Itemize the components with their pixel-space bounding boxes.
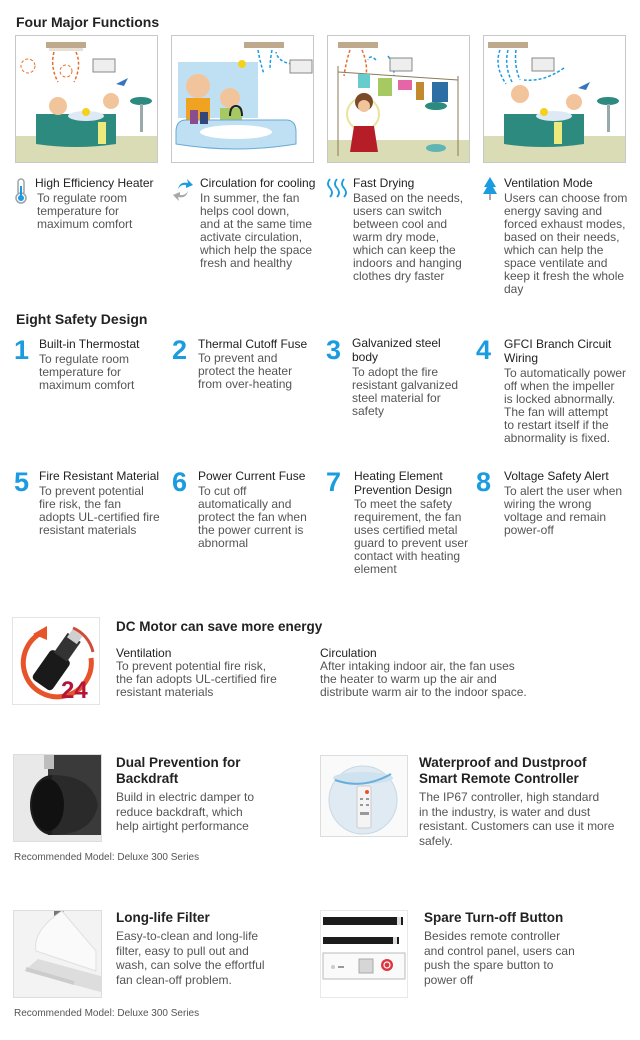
circulation-desc: After intaking indoor air, the fan uses the heater to warm up the air and distribute warm air to the indoor space. xyxy=(320,659,527,699)
24-hour-badge: 24 xyxy=(61,677,88,704)
filter-title: Long-life Filter xyxy=(116,910,210,925)
safety-desc: To alert the user when wiring the wrong voltage and remain power-off xyxy=(504,484,623,537)
filter-image xyxy=(13,910,102,998)
function-desc: In summer, the fan helps cool down, and at the same time activate circulation, which help the space fresh and healthy xyxy=(200,191,313,270)
safety-desc: To prevent and protect the heater from over-heating xyxy=(198,351,293,391)
backdraft-image xyxy=(13,754,102,842)
safety-title: Fire Resistant Material xyxy=(39,469,160,483)
safety-desc: To automatically power off when the impeller is locked abnormally. The fan will attempt to restart itself if the abnormality is fixed. xyxy=(504,366,627,445)
filter-desc: Easy-to-clean and long-life filter, easy to pull out and wash, can solve the effortful fan clean-off problem. xyxy=(116,929,265,987)
function-desc: Based on the needs, users can switch between cool and warm dry mode, which can keep the indoors and hanging clothes dry faster xyxy=(353,191,464,283)
dc-motor-image xyxy=(12,617,100,705)
function-title: High Efficiency Heater xyxy=(35,176,154,190)
safety-desc: To meet the safety requirement, the fan uses certified metal guard to prevent user contact with heating element xyxy=(354,497,469,576)
safety-title: Built-in Thermostat xyxy=(39,337,140,351)
safety-title: Heating Element Prevention Design xyxy=(354,469,453,497)
thermometer-icon xyxy=(14,178,28,209)
safety-desc: To cut off automatically and protect the fan when the power current is abnormal xyxy=(198,484,307,550)
function-title: Fast Drying xyxy=(353,176,415,190)
dc-motor-title: DC Motor can save more energy xyxy=(116,619,323,634)
safety-number: 8 xyxy=(476,467,492,497)
four-functions-title: Four Major Functions xyxy=(16,14,160,30)
function-desc: To regulate room temperature for maximum comfort xyxy=(37,191,133,231)
safety-desc: To prevent potential fire risk, the fan adopts UL-certified fire resistant materials xyxy=(39,484,160,537)
waterproof-title: Waterproof and Dustproof Smart Remote Controller xyxy=(419,755,587,786)
backdraft-title: Dual Prevention for Backdraft xyxy=(116,755,241,786)
safety-desc: To adopt the fire resistant galvanized steel material for safety xyxy=(352,365,459,418)
eight-safety-title: Eight Safety Design xyxy=(16,311,148,327)
safety-title: Thermal Cutoff Fuse xyxy=(198,337,308,351)
function-title: Circulation for cooling xyxy=(200,176,316,190)
illustration-drying xyxy=(327,35,470,163)
backdraft-desc: Build in electric damper to reduce backdraft, which help airtight performance xyxy=(116,790,255,833)
safety-number: 2 xyxy=(172,335,188,365)
safety-title: Voltage Safety Alert xyxy=(504,469,609,483)
function-desc: Users can choose from energy saving and forced exhaust modes, based on their needs, which can help the space ventilate and keep it fresh the whole day xyxy=(504,191,628,296)
spare-button-title: Spare Turn-off Button xyxy=(424,910,564,925)
circulation-title: Circulation xyxy=(320,646,377,660)
spare-button-image xyxy=(320,910,408,998)
backdraft-recommended-model: Recommended Model: Deluxe 300 Series xyxy=(14,852,200,863)
circulation-arrows-icon xyxy=(172,177,194,208)
filter-recommended-model: Recommended Model: Deluxe 300 Series xyxy=(14,1008,200,1019)
heat-waves-icon xyxy=(326,177,348,204)
safety-number: 7 xyxy=(326,467,342,497)
safety-number: 4 xyxy=(476,335,492,365)
safety-desc: To regulate room temperature for maximum comfort xyxy=(39,352,135,392)
safety-title: GFCI Branch Circuit Wiring xyxy=(504,337,612,365)
illustration-ventilation xyxy=(483,35,626,163)
safety-number: 1 xyxy=(14,335,30,365)
function-title: Ventilation Mode xyxy=(504,176,593,190)
tree-icon xyxy=(482,177,498,206)
illustration-heater xyxy=(15,35,158,163)
dc-circulation-block xyxy=(320,646,560,699)
safety-number: 3 xyxy=(326,335,342,365)
safety-title: Galvanized steel body xyxy=(352,336,441,364)
ventilation-desc: To prevent potential fire risk, the fan adopts UL-certified fire resistant materials xyxy=(116,659,277,699)
waterproof-desc: The IP67 controller, high standard in the industry, is water and dust resistant. Customers can use it more safely. xyxy=(419,790,615,848)
safety-title: Power Current Fuse xyxy=(198,469,306,483)
safety-number: 5 xyxy=(14,467,30,497)
remote-controller-image xyxy=(320,755,408,837)
illustration-circulation xyxy=(171,35,314,163)
ventilation-title: Ventilation xyxy=(116,646,172,660)
dc-ventilation-block xyxy=(116,646,306,699)
safety-number: 6 xyxy=(172,467,188,497)
spare-button-desc: Besides remote controller and control panel, users can push the spare button to power off xyxy=(424,929,575,987)
